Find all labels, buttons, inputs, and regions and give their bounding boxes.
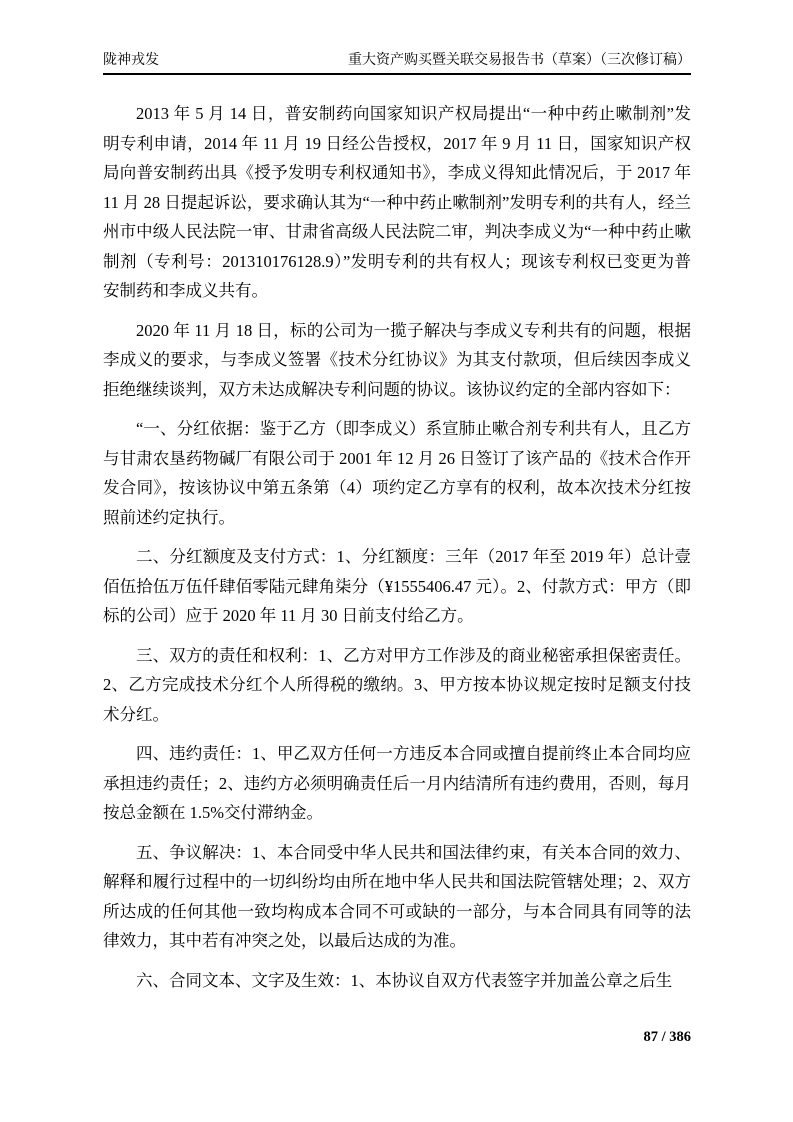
document-body (103, 89, 691, 995)
page-header (103, 52, 691, 75)
paragraph-clause-2-amount-payment: 二、分红额度及支付方式：1、分红额度：三年（2017 年至 2019 年）总计壹佰伍拾伍万伍仟肆佰零陆元肆角柒分（¥1555406.47 元）。2、付款方式：甲方（即标的公司）应于 2020 年 11 月 30 日前支付给乙方。 (103, 547, 691, 625)
page-number: 87 / 386 (643, 1029, 691, 1045)
header-company-name: 陇神戎发 (103, 53, 159, 68)
paragraph-clause-6-effectiveness: 六、合同文本、文字及生效：1、本协议自双方代表签字并加盖公章之后生 (136, 970, 673, 990)
paragraph-patent-history: 2013 年 5 月 14 日，普安制药向国家知识产权局提出“一种中药止嗽制剂”发明专利申请，2014 年 11 月 19 日经公告授权，2017 年 9 月 11 日，国家知识产权局向普安制药出具《授予发明专利权通知书》，李成义得知此情况后，于 2017 年 11 月 28 日提起诉讼，要求确认其为“一种中药止嗽制剂”发明专利的共有人，经兰州市中级人民法院一审、甘肃省高级人民法院二审，判决李成义为“一种中药止嗽制剂（专利号：201310176128.9）”发明专利的共有权人；现该专利权已变更为普安制药和李成义共有。 (103, 104, 691, 300)
paragraph-agreement-background: 2020 年 11 月 18 日，标的公司为一揽子解决与李成义专利共有的问题，根据李成义的要求，与李成义签署《技术分红协议》为其支付款项，但后续因李成义拒绝继续谈判，双方未达成解决专利问题的协议。该协议约定的全部内容如下： (103, 320, 691, 399)
paragraph-clause-5-dispute-resolution: 五、争议解决：1、本合同受中华人民共和国法律约束，有关本合同的效力、解释和履行过程中的一切纠纷均由所在地中华人民共和国法院管辖处理；2、双方所达成的任何其他一致均构成本合同不可或缺的一部分，与本合同具有同等的法律效力，其中若有冲突之处，以最后达成的为准。 (103, 842, 691, 950)
paragraph-clause-4-breach-liability: 四、违约责任：1、甲乙双方任何一方违反本合同或擅自提前终止本合同均应承担违约责任；2、违约方必须明确责任后一月内结清所有违约费用，否则，每月按总金额在 1.5%交付滞纳金。 (103, 744, 691, 822)
header-report-title: 重大资产购买暨关联交易报告书（草案）（三次修订稿） (348, 53, 691, 68)
paragraph-clause-3-responsibilities: 三、双方的责任和权利：1、乙方对甲方工作涉及的商业秘密承担保密责任。2、乙方完成技术分红个人所得税的缴纳。3、甲方按本协议规定按时足额支付技术分红。 (103, 645, 691, 724)
page-footer (643, 1028, 691, 1046)
paragraph-clause-1-dividend-basis: “一、分红依据：鉴于乙方（即李成义）系宣肺止嗽合剂专利共有人，且乙方与甘肃农垦药物碱厂有限公司于 2001 年 12 月 26 日签订了该产品的《技术合作开发合同》，按该协议中第五条第（4）项约定乙方享有的权利，故本次技术分红按照前述约定执行。 (103, 419, 691, 527)
